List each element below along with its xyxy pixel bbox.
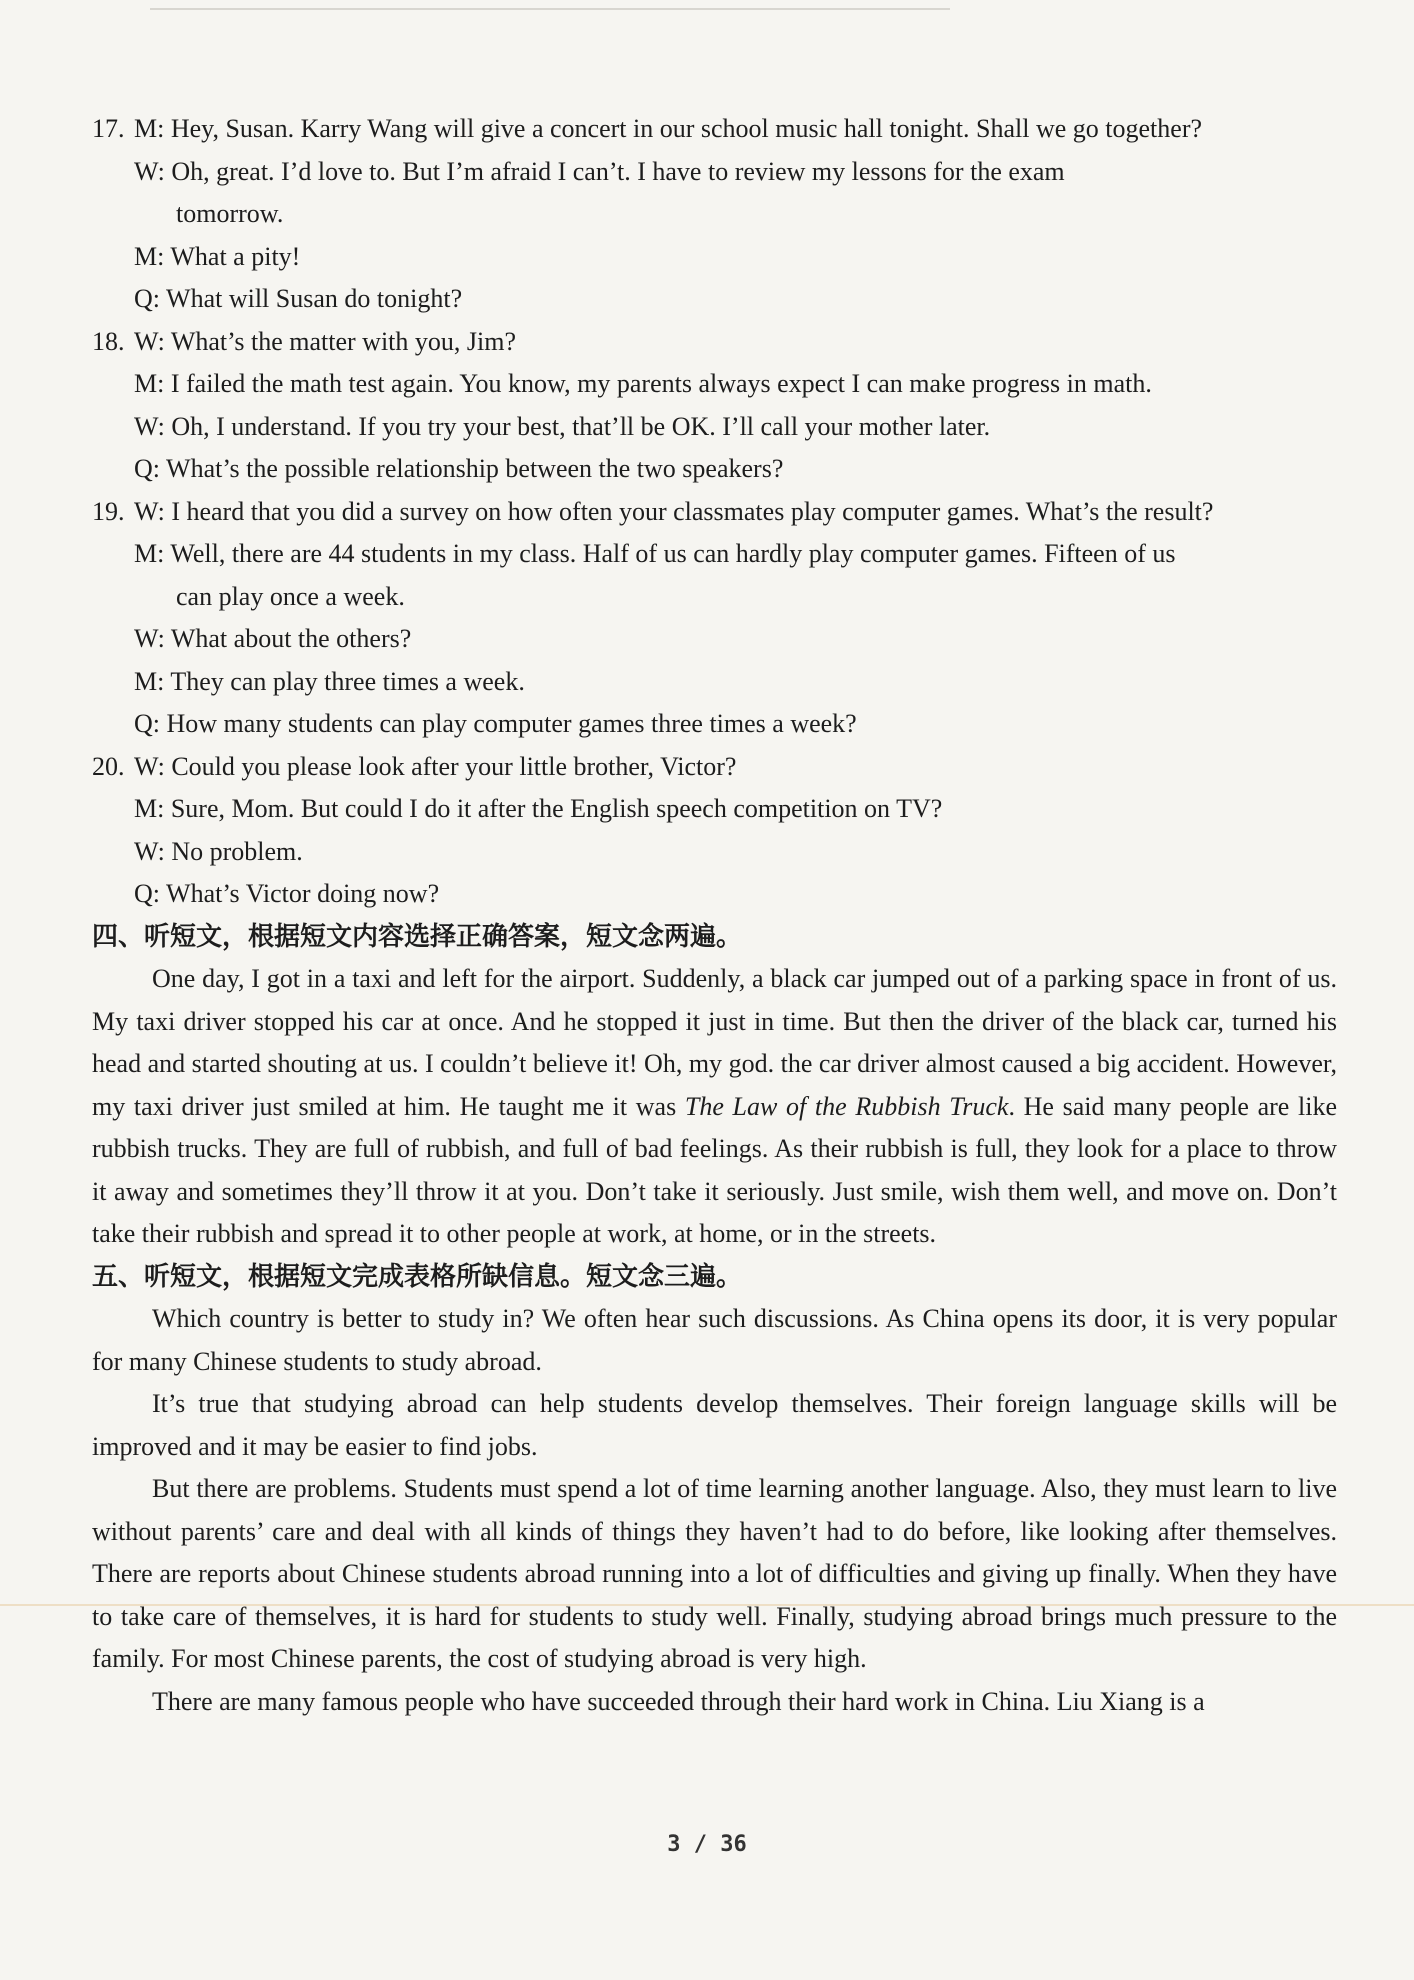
line-text: What will Susan do tonight? — [166, 284, 463, 313]
question-number: 18. — [92, 326, 125, 356]
dialogue-line — [92, 661, 1337, 704]
line-text: Hey, Susan. Karry Wang will give a concert in our school music hall tonight. Shall we go together? — [170, 114, 1203, 143]
dialogue-line — [92, 448, 1337, 491]
line-text: What’s the matter with you, Jim? — [170, 326, 516, 356]
dialogue-line — [92, 406, 1337, 449]
line-text: I heard that you did a survey on how often your classmates play computer games. What’s the result? — [171, 496, 1214, 526]
line-text: What’s Victor doing now? — [166, 879, 440, 908]
dialogue-line — [92, 236, 1337, 279]
line-text: I failed the math test again. You know, my parents always expect I can make progress in math. — [170, 369, 1152, 398]
dialogue-line — [92, 703, 1337, 746]
dialogue-20 — [92, 746, 1337, 916]
line-text: What about the others? — [170, 624, 412, 653]
speaker: M: — [134, 666, 165, 696]
speaker: M: — [134, 114, 165, 143]
dialogue-19 — [92, 491, 1337, 746]
line-text: Oh, I understand. If you try your best, that’ll be OK. I’ll call your mother later. — [171, 411, 991, 441]
line-text: Could you please look after your little brother, Victor? — [171, 751, 737, 781]
section-5-paragraph: But there are problems. Students must spend a lot of time learning another language. Also, they must learn to live without parents’ care and deal with all kinds of things they haven’t had to do before, like looking after themselves. There are reports about Chinese students abroad running into a lot of difficulties and giving up finally. When they have to take care of themselves, it is hard for students to study well. Finally, studying abroad brings much pressure to the family. For most Chinese parents, the cost of studying abroad is very high. — [92, 1474, 1337, 1673]
speaker: W: — [134, 751, 165, 781]
dialogue-line — [92, 108, 1337, 151]
section-5-heading: 五、听短文，根据短文完成表格所缺信息。短文念三遍。 — [92, 1261, 743, 1292]
line-text: They can play three times a week. — [170, 666, 525, 696]
speaker: W: — [134, 326, 165, 356]
speaker: W: — [134, 496, 165, 526]
dialogue-line — [92, 278, 1337, 321]
question-number: 17. — [92, 114, 125, 143]
section-5-paragraph: It’s true that studying abroad can help students develop themselves. Their foreign language skills will be improved and it may be easier to find jobs. — [92, 1389, 1337, 1461]
line-text: What a pity! — [170, 241, 301, 271]
dialogue-line — [92, 746, 1337, 789]
page-number: 3 / 36 — [667, 1832, 747, 1857]
speaker: Q: — [134, 454, 160, 483]
section-4-heading: 四、听短文，根据短文内容选择正确答案，短文念两遍。 — [92, 921, 743, 952]
speaker: W: — [134, 624, 165, 653]
line-text: How many students can play computer games three times a week? — [166, 709, 857, 738]
speaker: W: — [134, 156, 165, 186]
speaker: W: — [134, 411, 165, 441]
dialogue-line — [92, 491, 1337, 534]
passage-text: . He said many people are like rubbish trucks. They are full of rubbish, and full of bad feelings. As their rubbish is full, they look for a place to throw it away and sometimes they’ll throw it at you. Don’t take it seriously. Just smile, wish them well, and move on. Don’t take their rubbish and spread it to other people at work, at home, or in the streets. — [92, 1091, 1337, 1248]
dialogue-line — [92, 363, 1337, 406]
dialogue-18 — [92, 321, 1337, 491]
dialogue-line — [92, 788, 1337, 831]
speaker: Q: — [134, 879, 160, 908]
line-text: Oh, great. I’d love to. But I’m afraid I can’t. I have to review my lessons for the exam — [171, 156, 1065, 186]
speaker: M: — [134, 794, 165, 823]
dialogue-line-continuation: can play once a week. — [176, 581, 405, 611]
dialogue-line — [92, 873, 1337, 916]
document-body — [92, 108, 1337, 1723]
line-text: Sure, Mom. But could I do it after the English speech competition on TV? — [170, 794, 943, 823]
line-text: No problem. — [171, 836, 303, 866]
line-text: What’s the possible relationship between the two speakers? — [166, 454, 784, 483]
dialogue-line — [92, 831, 1337, 874]
speaker: M: — [134, 539, 165, 568]
dialogue-line — [92, 533, 1337, 576]
speaker: Q: — [134, 284, 160, 313]
scan-edge-line — [150, 8, 950, 10]
dialogue-line — [92, 618, 1337, 661]
speaker: W: — [134, 836, 165, 866]
passage-text: One day, I got in a taxi and left for the airport. Suddenly, a black car jumped out of a parking space in front of us. My taxi driver stopped his car at once. And he stopped it just in time. But then the driver of the black car, turned his head and started shouting at us. I couldn’t believe it! Oh, my god. the car driver almost caused a big accident. However, my taxi driver just smiled at him. He taught me it was — [92, 964, 1337, 1121]
section-4-passage — [92, 958, 1337, 1256]
section-5-paragraph: Which country is better to study in? We often hear such discussions. As China opens its door, it is very popular for many Chinese students to study abroad. — [92, 1304, 1337, 1376]
section-5-paragraph: There are many famous people who have succeeded through their hard work in China. Liu Xiang is a — [152, 1686, 1205, 1716]
speaker: M: — [134, 241, 165, 271]
question-number: 20. — [92, 751, 125, 781]
question-number: 19. — [92, 496, 125, 526]
dialogue-line — [92, 151, 1337, 194]
line-text: Well, there are 44 students in my class. Half of us can hardly play computer games. Fifteen of us — [170, 539, 1176, 568]
speaker: M: — [134, 369, 165, 398]
speaker: Q: — [134, 709, 160, 738]
passage-title-italic: The Law of the Rubbish Truck — [684, 1091, 1009, 1121]
dialogue-17 — [92, 108, 1337, 321]
dialogue-line — [92, 321, 1337, 364]
dialogue-line-continuation: tomorrow. — [176, 199, 284, 228]
